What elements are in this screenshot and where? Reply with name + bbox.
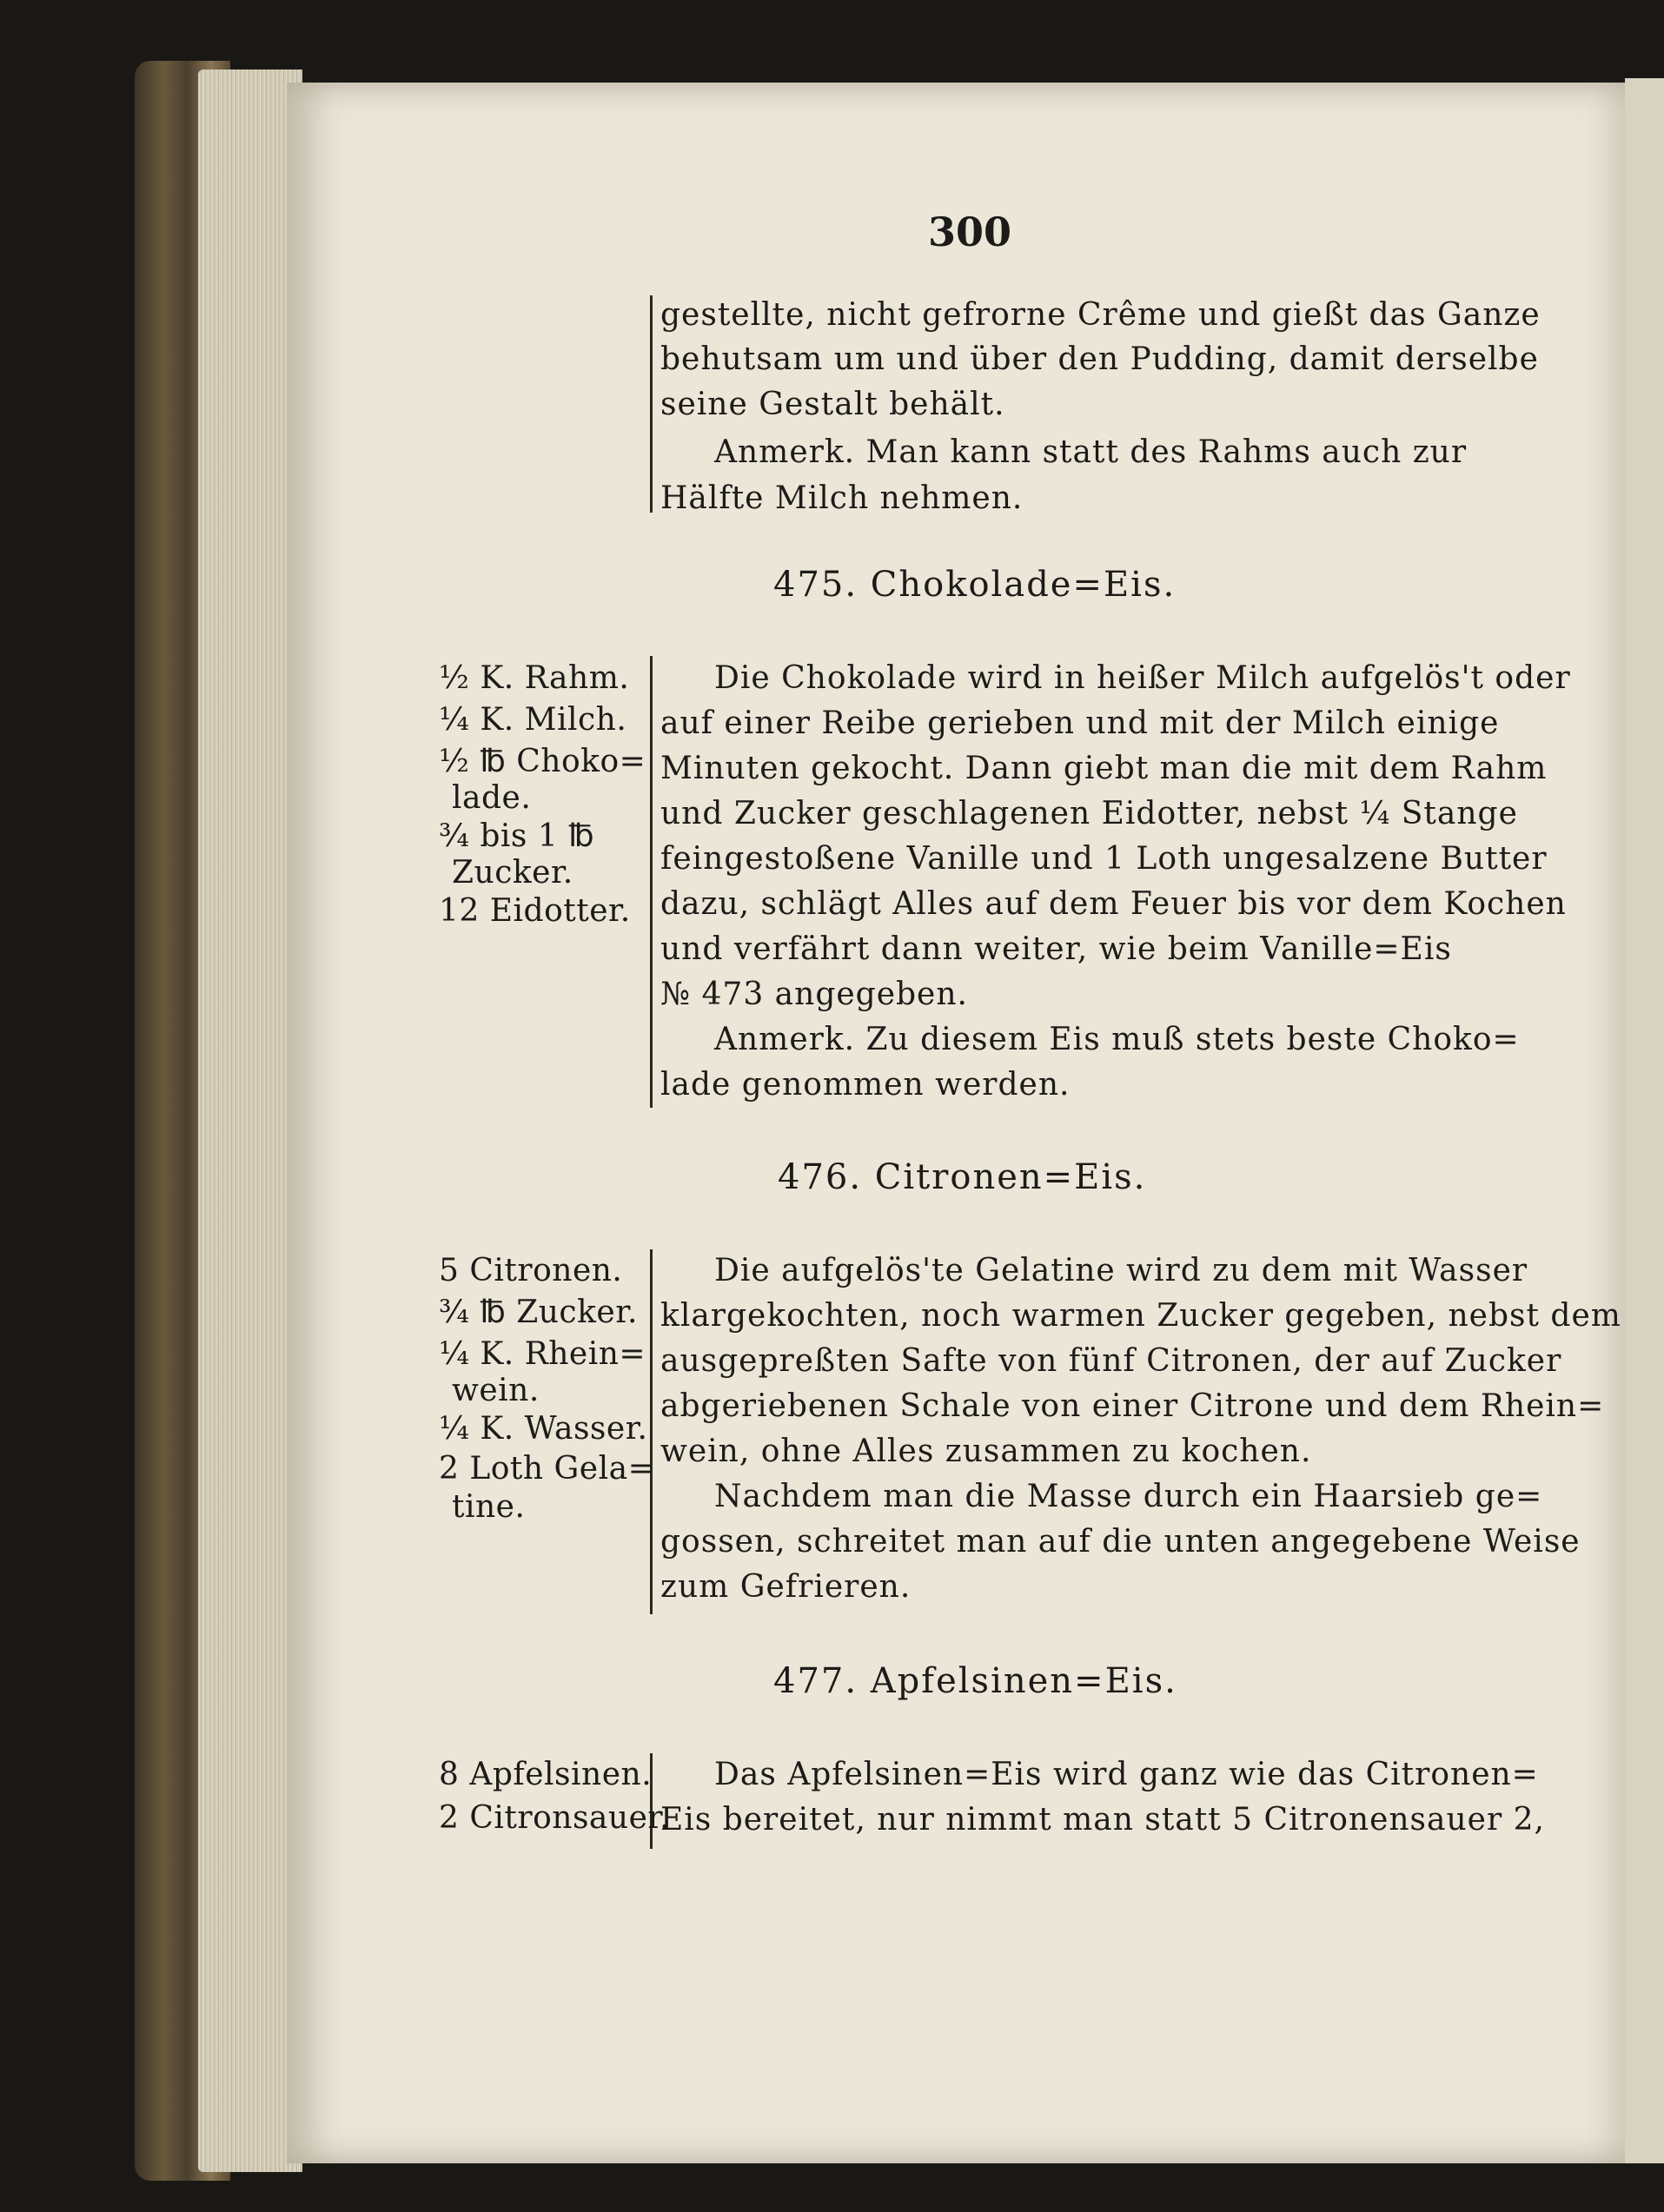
recipe-line: Die aufgelös'te Gelatine wird zu dem mit Wasser	[714, 1253, 1528, 1288]
ingredient: Zucker.	[452, 855, 573, 891]
ingredient: 5 Citronen.	[439, 1253, 623, 1288]
ingredient: 2 Loth Gela=	[439, 1451, 655, 1487]
ingredient: ¼ K. Milch.	[439, 702, 627, 738]
intro-note-line: Anmerk. Man kann statt des Rahms auch zur	[714, 434, 1468, 470]
column-divider	[650, 295, 653, 513]
recipe-line: gossen, schreitet man auf die unten angegebene Weise	[660, 1524, 1581, 1560]
recipe-line: zum Gefrieren.	[660, 1569, 912, 1605]
ingredient: ¾ ℔ Zucker.	[439, 1295, 638, 1330]
intro-line: gestellte, nicht gefrorne Crême und gießt das Ganze	[660, 297, 1541, 333]
recipe-line: Nachdem man die Masse durch ein Haarsieb ge=	[714, 1479, 1543, 1514]
recipe-line: auf einer Reibe gerieben und mit der Milch einige	[660, 705, 1500, 741]
recipe-line: Die Chokolade wird in heißer Milch aufgelös't oder	[714, 660, 1571, 696]
recipe-note-line: lade genommen werden.	[660, 1067, 1071, 1103]
ingredient: tine.	[452, 1489, 526, 1525]
page-number: 300	[928, 209, 1012, 255]
recipe-note-line: Anmerk. Zu diesem Eis muß stets beste Choko=	[714, 1022, 1520, 1057]
recipe-line: abgeriebenen Schale von einer Citrone und dem Rhein=	[660, 1388, 1605, 1424]
intro-line: behutsam um und über den Pudding, damit derselbe	[660, 341, 1539, 377]
recipe-line: ausgepreßten Safte von fünf Citronen, der auf Zucker	[660, 1343, 1562, 1379]
recipe-line: Minuten gekocht. Dann giebt man die mit dem Rahm	[660, 751, 1548, 786]
column-divider	[650, 1249, 653, 1614]
ingredient: wein.	[452, 1373, 540, 1408]
intro-line: seine Gestalt behält.	[660, 387, 1005, 422]
ingredient: 2 Citronsauer.	[439, 1800, 671, 1836]
recipe-line: № 473 angegeben.	[660, 977, 968, 1012]
recipe-heading: 475. Chokolade=Eis.	[773, 565, 1177, 605]
ingredient: ½ ℔ Choko=	[439, 744, 646, 779]
recipe-line: wein, ohne Alles zusammen zu kochen.	[660, 1434, 1312, 1469]
ingredient: ¼ K. Wasser.	[439, 1411, 648, 1447]
recipe-line: feingestoßene Vanille und 1 Loth ungesalzene Butter	[660, 841, 1548, 877]
recipe-heading: 476. Citronen=Eis.	[778, 1157, 1147, 1197]
ingredient: 12 Eidotter.	[439, 893, 631, 929]
intro-note-line: Hälfte Milch nehmen.	[660, 480, 1024, 516]
recipe-line: Das Apfelsinen=Eis wird ganz wie das Citronen=	[714, 1757, 1539, 1792]
next-page-edge	[1625, 78, 1664, 2163]
recipe-line: und Zucker geschlagenen Eidotter, nebst ¼ Stange	[660, 796, 1518, 831]
recipe-line: und verfährt dann weiter, wie beim Vanille=Eis	[660, 931, 1452, 967]
recipe-line: Eis bereitet, nur nimmt man statt 5 Citronensauer 2,	[660, 1802, 1545, 1838]
recipe-heading: 477. Apfelsinen=Eis.	[773, 1661, 1177, 1701]
ingredient: 8 Apfelsinen.	[439, 1757, 653, 1792]
recipe-line: dazu, schlägt Alles auf dem Feuer bis vor dem Kochen	[660, 886, 1567, 922]
ingredient: ¾ bis 1 ℔	[439, 818, 595, 854]
column-divider	[650, 656, 653, 1108]
ingredient: ¼ K. Rhein=	[439, 1336, 646, 1372]
ingredient: lade.	[452, 780, 532, 816]
recipe-line: klargekochten, noch warmen Zucker gegeben, nebst dem	[660, 1298, 1621, 1334]
ingredient: ½ K. Rahm.	[439, 660, 630, 696]
